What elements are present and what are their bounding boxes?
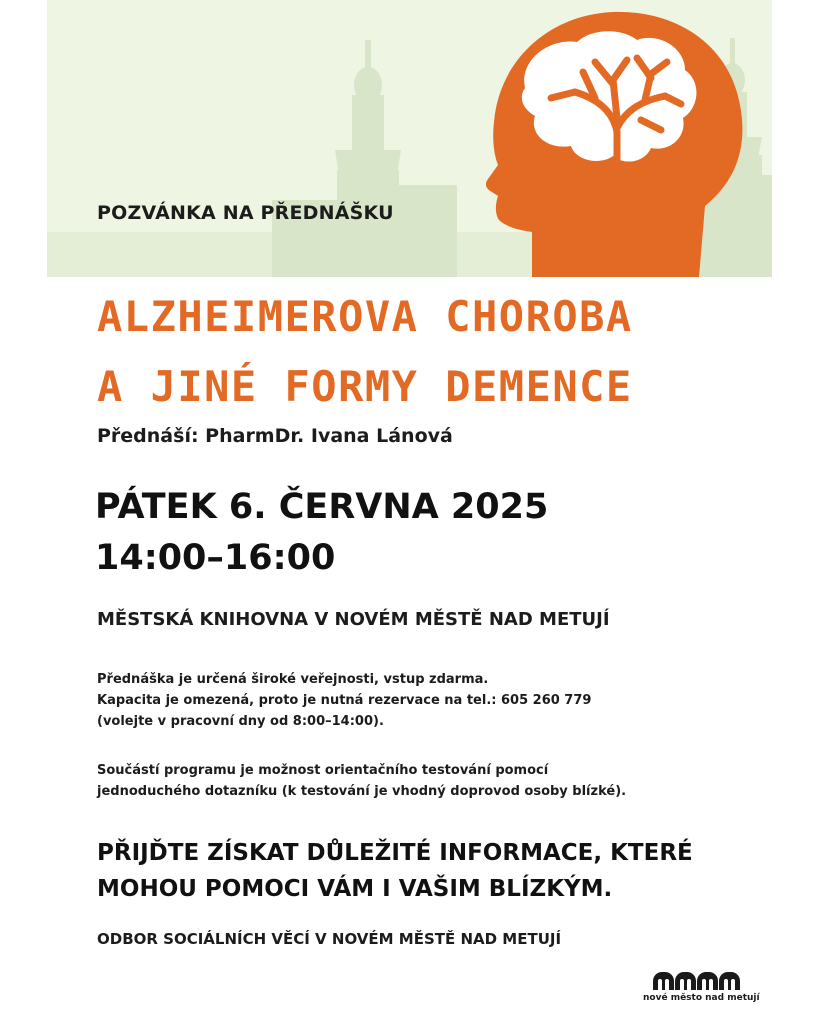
lecturer-name: Přednáší: PharmDr. Ivana Lánová	[97, 425, 453, 447]
brain-icon	[522, 31, 697, 161]
info-line: Přednáška je určená široké veřejnosti, vstup zdarma.	[97, 672, 489, 687]
info-line: Kapacita je omezená, proto je nutná rezervace na tel.: 605 260 779	[97, 693, 592, 708]
header-banner	[47, 0, 772, 277]
town-logo-text: nové město nad metují	[643, 993, 760, 1003]
info-line: jednoduchého dotazníku (k testování je vhodný doprovod osoby blízké).	[97, 784, 627, 799]
info-paragraph-testing	[97, 760, 626, 802]
call-to-action	[97, 835, 693, 907]
event-time: 14:00–16:00	[95, 538, 336, 578]
info-paragraph-admission	[97, 669, 591, 732]
town-logo	[643, 972, 760, 1006]
info-line: Součástí programu je možnost orientačního testování pomocí	[97, 763, 549, 778]
event-date: PÁTEK 6. ČERVNA 2025	[95, 487, 549, 527]
info-line: (volejte v pracovní dny od 8:00–14:00).	[97, 714, 384, 729]
invitation-kicker: POZVÁNKA NA PŘEDNÁŠKU	[97, 202, 394, 224]
organizer-department: ODBOR SOCIÁLNÍCH VĚCÍ V NOVÉM MĚSTĚ NAD METUJÍ	[97, 930, 562, 948]
lecture-title-line-2: A JINÉ FORMY DEMENCE	[97, 362, 633, 411]
lecture-title-line-1: ALZHEIMEROVA CHOROBA	[97, 292, 633, 341]
church-tower-left	[272, 40, 457, 277]
event-venue: MĚSTSKÁ KNIHOVNA V NOVÉM MĚSTĚ NAD METUJÍ	[97, 609, 610, 630]
town-logo-mark-icon	[643, 972, 755, 992]
cta-line-2: MOHOU POMOCI VÁM I VAŠIM BLÍZKÝM.	[97, 876, 613, 902]
cta-line-1: PŘIJĎTE ZÍSKAT DŮLEŽITÉ INFORMACE, KTERÉ	[97, 840, 693, 866]
town-silhouette-illustration	[47, 0, 772, 277]
